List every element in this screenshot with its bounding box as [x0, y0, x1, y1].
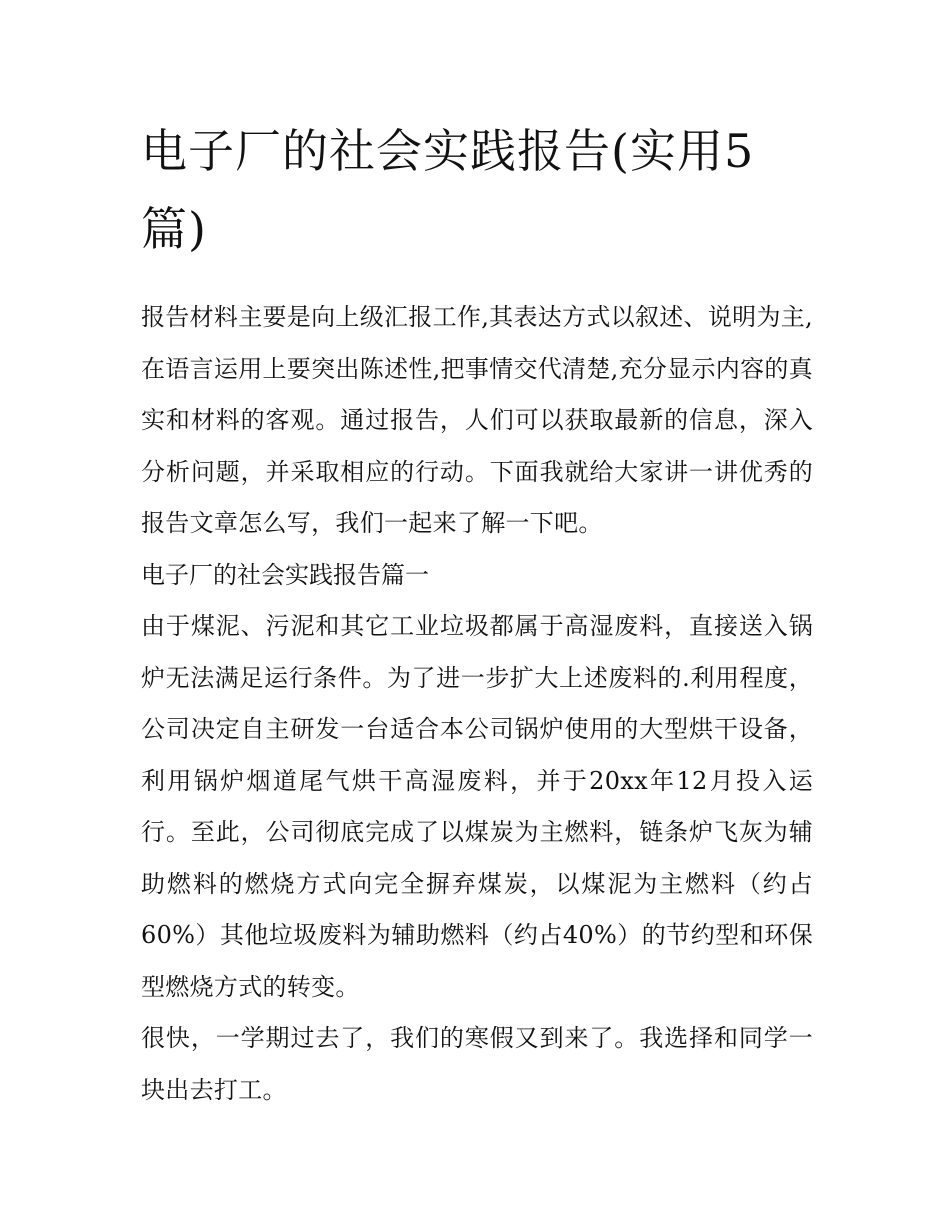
- body-paragraph: 很快，一学期过去了，我们的寒假又到来了。我选择和同学一块出去打工。: [141, 1024, 813, 1104]
- document-title: 电子厂的社会实践报告(实用5篇): [141, 124, 755, 256]
- body-paragraph: 由于煤泥、污泥和其它工业垃圾都属于高湿废料，直接送入锅炉无法满足运行条件。为了进一步扩大上述废料的.利用程度，公司决定自主研发一台适合本公司锅炉使用的大型烘干设备，利用锅炉烟道尾气烘干高湿废料，并于20xx年12月投入运行。至此，公司彻底完成了以煤炭为主燃料，链条炉飞灰为辅助燃料的燃烧方式向完全摒弃煤炭，以煤泥为主燃料（约占60%）其他垃圾废料为辅助燃料（约占40%）的节约型和环保型燃烧方式的转变。: [141, 612, 813, 1001]
- section-heading: 电子厂的社会实践报告篇一: [141, 560, 429, 589]
- document-content: [141, 112, 813, 1116]
- intro-paragraph: 报告材料主要是向上级汇报工作,其表达方式以叙述、说明为主,在语言运用上要突出陈述性,把事情交代清楚,充分显示内容的真实和材料的客观。通过报告，人们可以获取最新的信息，深入分析问题，并采取相应的行动。下面我就给大家讲一讲优秀的报告文章怎么写，我们一起来了解一下吧。: [141, 303, 813, 537]
